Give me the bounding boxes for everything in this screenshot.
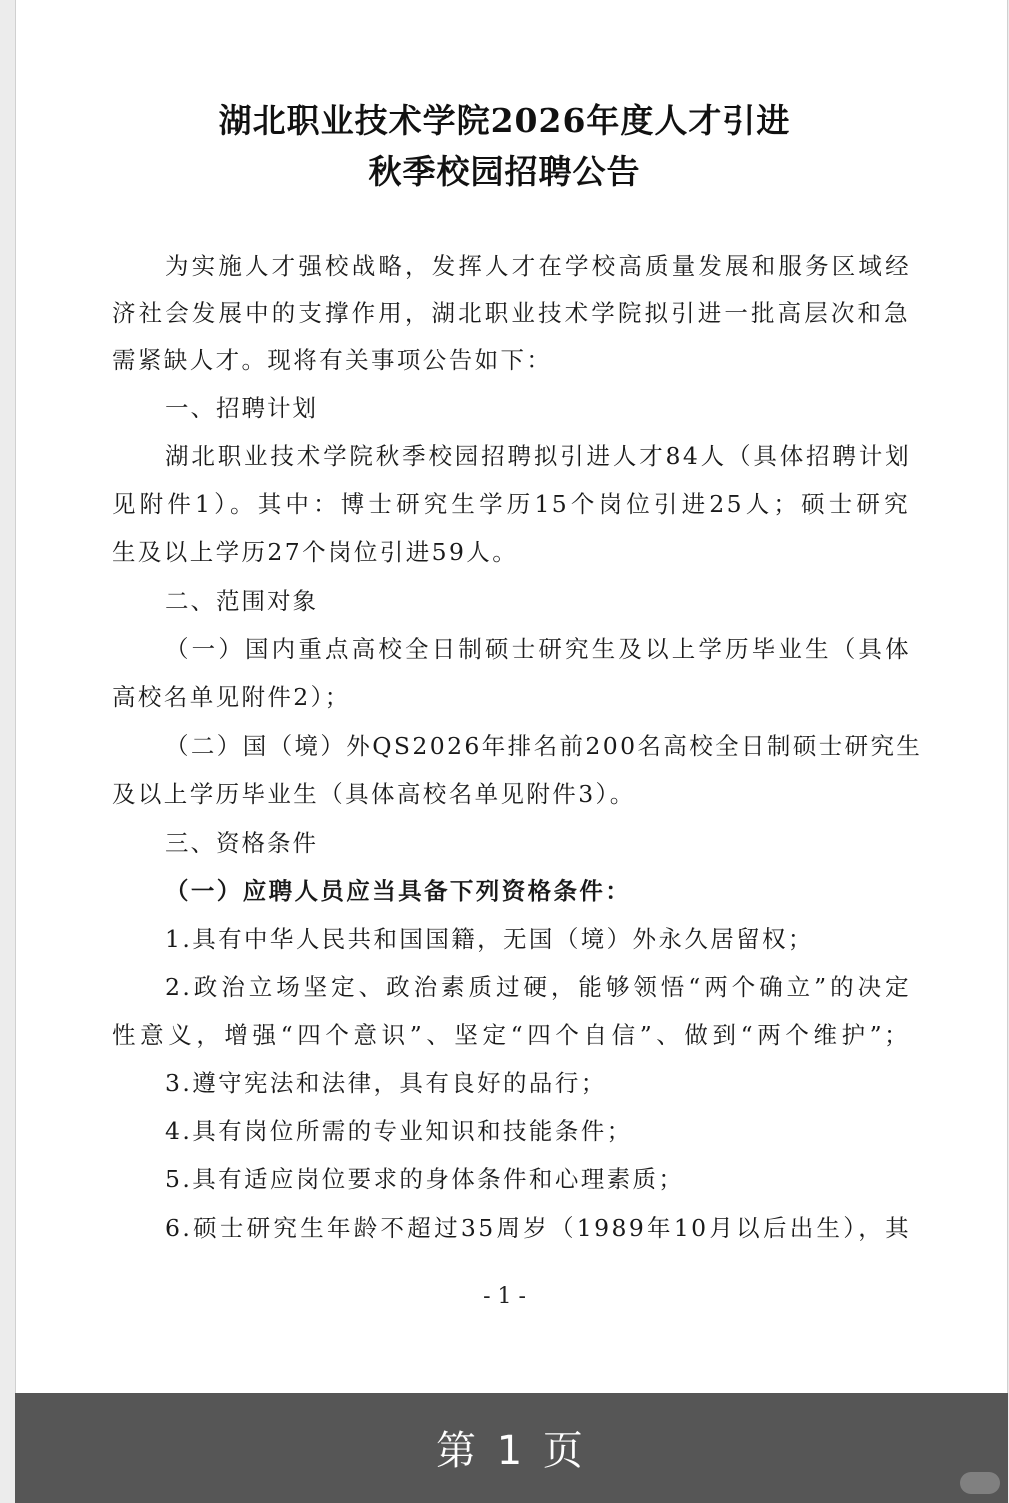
section2-item2-line-2: 及以上学历毕业生（具体高校名单见附件3）。 — [112, 780, 636, 808]
condition-6-line-1: 6.硕士研究生年龄不超过35周岁（1989年10月以后出生），其 — [165, 1214, 911, 1242]
condition-4: 4.具有岗位所需的专业知识和技能条件； — [165, 1117, 633, 1145]
watermark-badge — [960, 1472, 1000, 1494]
section2-item1-line-2: 高校名单见附件2）； — [112, 683, 351, 711]
section1-line-1: 湖北职业技术学院秋季校园招聘拟引进人才84人（具体招聘计划 — [165, 442, 911, 470]
condition-2-line-2: 性意义，增强“四个意识”、坚定“四个自信”、做到“两个维护”； — [112, 1021, 910, 1049]
page-indicator-bar — [15, 1393, 1008, 1503]
section1-line-3: 生及以上学历27个岗位引进59人。 — [112, 538, 519, 566]
section2-heading: 二、范围对象 — [165, 587, 318, 615]
section2-item1-line-1: （一）国内重点高校全日制硕士研究生及以上学历毕业生（具体 — [165, 635, 911, 663]
document-title-line2: 秋季校园招聘公告 — [368, 152, 641, 191]
section1-heading: 一、招聘计划 — [165, 394, 318, 422]
condition-3: 3.遵守宪法和法律，具有良好的品行； — [165, 1069, 607, 1097]
section1-line-2: 见附件1）。其中：博士研究生学历15个岗位引进25人；硕士研究 — [112, 490, 910, 518]
intro-line-2: 济社会发展中的支撑作用，湖北职业技术学院拟引进一批高层次和急 — [112, 299, 910, 327]
document-title-line1: 湖北职业技术学院2026年度人才引进 — [218, 101, 791, 140]
section3-heading: 三、资格条件 — [165, 829, 318, 857]
section2-item2-line-1: （二）国（境）外QS2026年排名前200名高校全日制硕士研究生 — [165, 732, 923, 760]
condition-2-line-1: 2.政治立场坚定、政治素质过硬，能够领悟“两个确立”的决定 — [165, 973, 911, 1001]
page-number: - 1 - — [483, 1284, 526, 1309]
intro-line-1: 为实施人才强校战略，发挥人才在学校高质量发展和服务区域经 — [165, 252, 911, 280]
section3-subheading: （一）应聘人员应当具备下列资格条件： — [165, 877, 632, 905]
intro-line-3: 需紧缺人才。现将有关事项公告如下： — [112, 346, 553, 374]
page-indicator-label: 第 1 页 — [436, 1428, 587, 1474]
condition-5: 5.具有适应岗位要求的身体条件和心理素质； — [165, 1165, 685, 1193]
condition-1: 1.具有中华人民共和国国籍，无国（境）外永久居留权； — [165, 925, 814, 953]
